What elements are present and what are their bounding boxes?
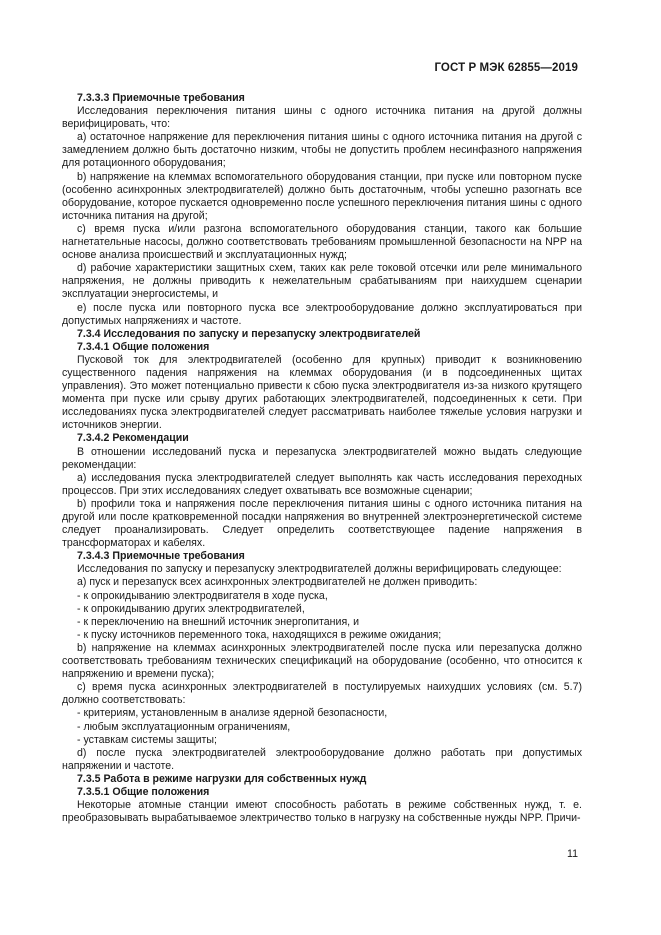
section-heading: 7.3.4.1 Общие положения — [77, 340, 210, 353]
paragraph: Некоторые атомные станции имеют способность работать в режиме собственных нужд, т. е. преобразовывать вырабатываемое электричество только в нагрузку на собственные нужды NPP. Причи- — [62, 799, 582, 825]
paragraph: Исследования переключения питания шины с одного источника питания на другой должны верифицировать, что: — [62, 105, 582, 131]
paragraph: a) остаточное напряжение для переключения питания шины с одного источника питания на другой с замедлением должно быть достаточно низким, чтобы не допустить проблем несинфазного напряжения для ротационного оборудования; — [62, 131, 582, 170]
section-heading: 7.3.4.3 Приемочные требования — [77, 550, 245, 563]
paragraph: c) время пуска асинхронных электродвигателей в постулируемых наихудших условиях (см. 5.7) должно соответствовать: — [62, 681, 582, 707]
document-body — [62, 92, 582, 825]
section-heading: 7.3.3.3 Приемочные требования — [77, 92, 245, 104]
list-item: - к пуску источников переменного тока, находящихся в режиме ожидания; — [77, 628, 442, 641]
paragraph: В отношении исследований пуска и перезапуска электродвигателей можно выдать следующие рекомендации: — [62, 445, 582, 471]
paragraph: d) рабочие характеристики защитных схем, таких как реле токовой отсечки или реле минимального напряжения, не должны приводить к нежелательным срабатываниям при наихудшем сценарии эксплуатации энергосистемы, и — [62, 262, 582, 301]
paragraph: b) напряжение на клеммах асинхронных электродвигателей после пуска или перезапуска должно соответствовать требованиям технических спецификаций на оборудование (особенно, что относится к напряжению и времени пуска); — [62, 641, 582, 681]
list-item: - критериям, установленным в анализе ядерной безопасности, — [77, 707, 388, 720]
list-item: - уставкам системы защиты; — [77, 733, 217, 746]
standard-header: ГОСТ Р МЭК 62855—2019 — [434, 62, 578, 74]
paragraph: b) напряжение на клеммах вспомогательного оборудования станции, при пуске или повторном пуске (особенно асинхронных электродвигателей) должно быть достаточным, чтобы успешно разогнать все оборудование, которое пускается одновременно после успешного переключения питания шины с одного источника питания на другой; — [62, 170, 582, 222]
paragraph: d) после пуска электродвигателей электрооборудование должно работать при допустимых напряжении и частоте. — [62, 746, 582, 772]
list-item: - к опрокидыванию других электродвигателей, — [77, 602, 305, 615]
paragraph: Пусковой ток для электродвигателей (особенно для крупных) приводит к возникновению существенного падения напряжения на клеммах оборудования (и в подсоединенных щитах управления). Это может потенциально привести к сбою пуска электродвигателя из-за низкого крутящего момента при пуске или срыву других работающих электродвигателей, подсоединенных к сети. При исследованиях пуска электродвигателей следует рассматривать наиболее тяжелые условия нагрузки и источников энергии. — [62, 353, 582, 432]
paragraph: a) исследования пуска электродвигателей следует выполнять как часть исследования переходных процессов. При этих исследованиях следует охватывать все возможные сценарии; — [62, 471, 582, 497]
section-heading: 7.3.5.1 Общие положения — [77, 785, 210, 798]
section-heading: 7.3.4.2 Рекомендации — [77, 432, 189, 445]
list-item: - к опрокидыванию электродвигателя в ходе пуска, — [77, 589, 328, 602]
paragraph: b) профили тока и напряжения после переключения питания шины с одного источника питания на другой или после кратковременной посадки напряжения во внутренней электроэнергетической системе следует проанализировать. Следует определить соответствующее падение напряжения в трансформаторах и кабелях. — [62, 497, 582, 550]
list-item: - любым эксплуатационным ограничениям, — [77, 720, 291, 733]
paragraph: c) время пуска и/или разгона вспомогательного оборудования станции, такого как большие нагнетательные насосы, должно соответствовать требованиям промышленной безопасности на NPP на основе анализа происшествий и эксплуатационных нужд; — [62, 222, 582, 262]
page-number: 11 — [567, 848, 578, 860]
section-heading: 7.3.4 Исследования по запуску и перезапуску электродвигателей — [77, 327, 421, 340]
paragraph: e) после пуска или повторного пуска все электрооборудование должно эксплуатироваться при допустимых напряжениях и частоте. — [62, 301, 582, 327]
list-item: - к переключению на внешний источник энергопитания, и — [77, 615, 359, 628]
list-item: a) пуск и перезапуск всех асинхронных электродвигателей не должен приводить: — [77, 576, 478, 589]
section-heading: 7.3.5 Работа в режиме нагрузки для собственных нужд — [77, 772, 367, 785]
paragraph: Исследования по запуску и перезапуску электродвигателей должны верифицировать следующее: — [77, 563, 562, 576]
